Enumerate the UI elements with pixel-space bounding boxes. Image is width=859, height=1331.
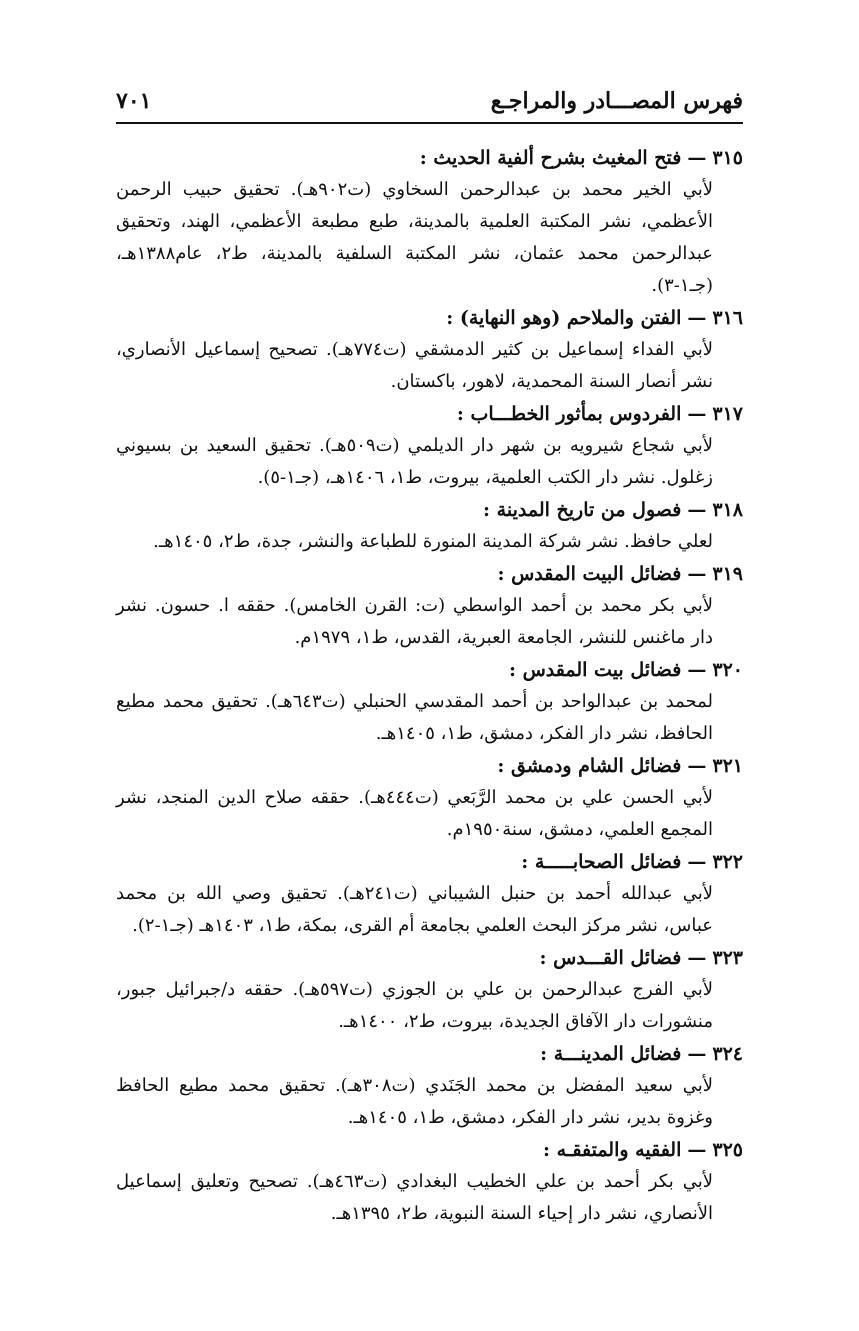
entry-dash: — xyxy=(687,147,707,169)
entry-title: فضائل الشام ودمشق : xyxy=(497,755,682,777)
entry-number: ٣٢١ xyxy=(712,755,743,777)
entry-dash: — xyxy=(687,563,707,585)
bibliography-entry xyxy=(116,494,743,558)
entry-heading xyxy=(116,558,743,590)
page-header xyxy=(116,82,743,124)
bibliography-entry xyxy=(116,558,743,654)
entry-title: فضائل المدينـــة : xyxy=(540,1043,682,1065)
entry-number: ٣١٦ xyxy=(712,307,743,329)
entry-description: لأبي الفداء إسماعيل بن كثير الدمشقي (ت٧٧٤هـ). تصحيح إسماعيل الأنصاري، نشر أنصار السنة المحمدية، لاهور، باكستان. xyxy=(116,339,713,392)
entry-number: ٣٢٠ xyxy=(712,659,743,681)
entry-number: ٣٢٥ xyxy=(712,1139,743,1161)
entry-dash: — xyxy=(687,851,707,873)
entry-heading xyxy=(116,1038,743,1070)
entry-number: ٣١٨ xyxy=(712,499,743,521)
entry-dash: — xyxy=(687,755,707,777)
entry-dash: — xyxy=(687,1043,707,1065)
bibliography-entry xyxy=(116,398,743,494)
entry-dash: — xyxy=(687,947,707,969)
entry-dash: — xyxy=(687,659,707,681)
entry-number: ٣١٥ xyxy=(712,147,743,169)
entry-dash: — xyxy=(687,499,707,521)
entry-title: الفردوس بمأثور الخطـــاب : xyxy=(456,403,682,425)
entry-heading xyxy=(116,494,743,526)
entry-title: فضائل بيت المقدس : xyxy=(508,659,682,681)
bibliography-entry xyxy=(116,1134,743,1230)
entry-heading xyxy=(116,302,743,334)
entry-heading xyxy=(116,942,743,974)
bibliography-entry xyxy=(116,142,743,302)
entry-description: لأبي الفرج عبدالرحمن بن علي بن الجوزي (ت٥٩٧هـ). حققه د/جبرائيل جبور، منشورات دار الآفاق الجديدة، بيروت، ط٢، ١٤٠٠هـ. xyxy=(116,979,713,1032)
entry-heading xyxy=(116,1134,743,1166)
bibliography-entry xyxy=(116,1038,743,1134)
entry-title: فصول من تاريخ المدينة : xyxy=(483,499,682,521)
bibliography-list xyxy=(116,142,743,1230)
entry-number: ٣٢٤ xyxy=(712,1043,743,1065)
bibliography-entry xyxy=(116,846,743,942)
entry-title: فتح المغيث بشرح ألفية الحديث : xyxy=(419,147,682,169)
bibliography-entry xyxy=(116,942,743,1038)
running-title: فهرس المصـــادر والمراجـع xyxy=(490,88,743,114)
entry-title: فضائل البيت المقدس : xyxy=(497,563,682,585)
entry-dash: — xyxy=(687,1139,707,1161)
bibliography-entry xyxy=(116,654,743,750)
entry-number: ٣٢٣ xyxy=(712,947,743,969)
entry-number: ٣٢٢ xyxy=(712,851,743,873)
entry-description: لأبي شجاع شيرويه بن شهر دار الديلمي (ت٥٠٩هـ). تحقيق السعيد بن بسيوني زغلول. نشر دار الكتب العلمية، بيروت، ط١، ١٤٠٦هـ، (جـ١-٥). xyxy=(116,435,713,488)
entry-title: فضائل الصحابـــــة : xyxy=(521,851,682,873)
entry-description: لأبي عبدالله أحمد بن حنبل الشيباني (ت٢٤١هـ). تحقيق وصي الله بن محمد عباس، نشر مركز البحث العلمي بجامعة أم القرى، بمكة، ط١، ١٤٠٣هـ (جـ١-٢). xyxy=(116,883,713,936)
entry-description: لأبي بكر محمد بن أحمد الواسطي (ت: القرن الخامس). حققه ا. حسون. نشر دار ماغنس للنشر، الجامعة العبرية، القدس، ط١، ١٩٧٩م. xyxy=(116,595,713,648)
entry-number: ٣١٧ xyxy=(712,403,743,425)
entry-description: لأبي سعيد المفضل بن محمد الجَنَدي (ت٣٠٨هـ). تحقيق محمد مطيع الحافظ وغزوة بدير، نشر دار الفكر، دمشق، ط١، ١٤٠٥هـ. xyxy=(116,1075,713,1128)
entry-description: لأبي بكر أحمد بن علي الخطيب البغدادي (ت٤٦٣هـ). تصحيح وتعليق إسماعيل الأنصاري، نشر دار إحياء السنة النبوية، ط٢، ١٣٩٥هـ. xyxy=(116,1171,713,1224)
entry-description: لأبي الخير محمد بن عبدالرحمن السخاوي (ت٩٠٢هـ). تحقيق حبيب الرحمن الأعظمي، نشر المكتبة العلمية بالمدينة، طبع مطبعة الأعظمي، الهند، وتحقيق عبدالرحمن محمد عثمان، نشر المكتبة السلفية بالمدينة، ط٢، عام١٣٨٨هـ، (جـ١-٣). xyxy=(116,179,713,296)
page-number: ٧٠١ xyxy=(116,88,152,114)
entry-title: الفتن والملاحم (وهو النهاية) : xyxy=(446,307,682,329)
entry-description: لعلي حافظ. نشر شركة المدينة المنورة للطباعة والنشر، جدة، ط٢، ١٤٠٥هـ. xyxy=(153,531,713,552)
entry-title: فضائل القـــدس : xyxy=(539,947,682,969)
entry-heading xyxy=(116,654,743,686)
entry-dash: — xyxy=(687,403,707,425)
bibliography-entry xyxy=(116,750,743,846)
bibliography-entry xyxy=(116,302,743,398)
entry-description: لأبي الحسن علي بن محمد الرَّبَعي (ت٤٤٤هـ). حققه صلاح الدين المنجد، نشر المجمع العلمي، دمشق، سنة١٩٥٠م. xyxy=(116,787,713,840)
entry-heading xyxy=(116,750,743,782)
entry-heading xyxy=(116,398,743,430)
entry-heading xyxy=(116,846,743,878)
entry-dash: — xyxy=(687,307,707,329)
entry-title: الفقيه والمتفقـه : xyxy=(542,1139,682,1161)
entry-description: لمحمد بن عبدالواحد بن أحمد المقدسي الحنبلي (ت٦٤٣هـ). تحقيق محمد مطيع الحافظ، نشر دار الفكر، دمشق، ط١، ١٤٠٥هـ. xyxy=(116,691,714,744)
entry-number: ٣١٩ xyxy=(712,563,743,585)
entry-heading xyxy=(116,142,743,174)
